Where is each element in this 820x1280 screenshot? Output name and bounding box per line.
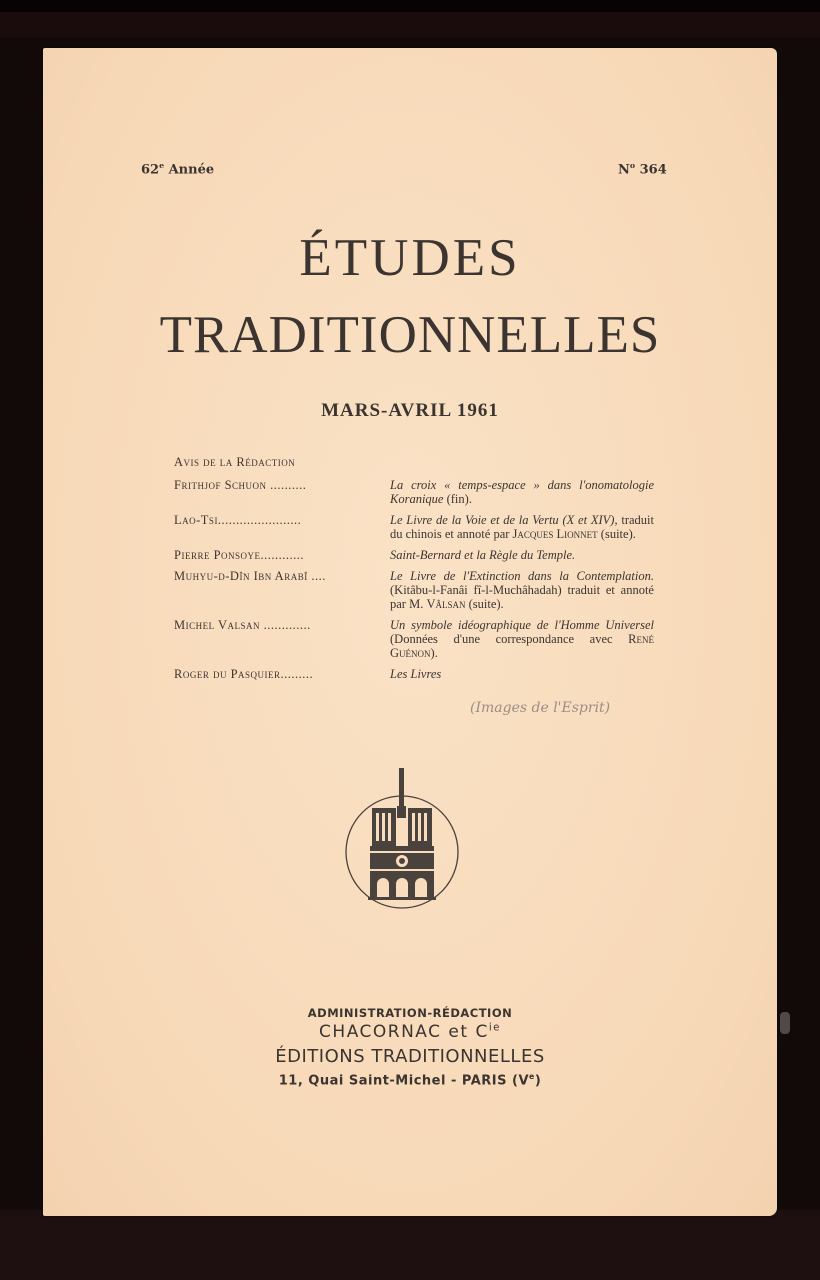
handwritten-note: (Images de l'Esprit) xyxy=(470,700,611,716)
toc-author: Lao-Tsi....................... xyxy=(174,513,302,527)
issue-number: $N^o$ 364 xyxy=(618,161,667,178)
toc-author: Roger du Pasquier......... xyxy=(174,667,314,681)
footer-admin-label: ADMINISTRATION-RÉDACTION xyxy=(307,1006,513,1020)
toc-entry xyxy=(174,569,654,611)
footer-editions: ÉDITIONS TRADITIONNELLES xyxy=(275,1046,545,1067)
footer-publisher: CHACORNAC et $C^{ie}$ xyxy=(319,1022,501,1042)
toc-work: Le Livre de l'Extinction dans la Contemplation. (Kitâbu-l-Fanâi fî-l-Muchâhadah) traduit et annoté par M. Vâlsan (suite). xyxy=(390,569,654,611)
background-bottom-band xyxy=(0,1210,820,1280)
toc-entry xyxy=(174,667,654,681)
toc-work: Saint-Bernard et la Règle du Temple. xyxy=(390,548,576,562)
toc-author: Pierre Ponsoye............ xyxy=(174,548,305,562)
year-label: 62e Année xyxy=(141,161,215,178)
toc-author: Frithjof Schuon .......... xyxy=(174,478,307,492)
toc-author: Muhyu-d-Dîn Ibn Arabî .... xyxy=(174,569,326,583)
title-line-2: TRADITIONNELLES xyxy=(159,306,661,364)
toc-avis: Avis de la Rédaction xyxy=(174,455,296,469)
toc-entry xyxy=(174,513,654,541)
toc-work: Les Livres xyxy=(390,667,442,681)
table-of-contents xyxy=(174,455,654,688)
background-top-edge xyxy=(0,0,820,12)
toc-entry xyxy=(174,618,654,660)
footer-address: 11, Quai Saint-Michel - PARIS (Ve) xyxy=(278,1072,542,1089)
toc-work: Un symbole idéographique de l'Homme Universel (Données d'une correspondance avec René Guénon). xyxy=(390,618,654,660)
toc-work: Le Livre de la Voie et de la Vertu (X et XIV), traduit du chinois et annoté par Jacques Lionnet (suite). xyxy=(390,513,654,541)
issue-date: MARS-AVRIL 1961 xyxy=(321,400,499,421)
toc-author: Michel Valsan ............. xyxy=(174,618,311,632)
toc-work: La croix « temps-espace » dans l'onomatologie Koranique (fin). xyxy=(390,478,654,506)
toc-entry xyxy=(174,548,654,562)
notre-dame-emblem-icon xyxy=(344,766,462,910)
title-line-1: ÉTUDES xyxy=(299,229,521,287)
toc-entry xyxy=(174,478,654,506)
